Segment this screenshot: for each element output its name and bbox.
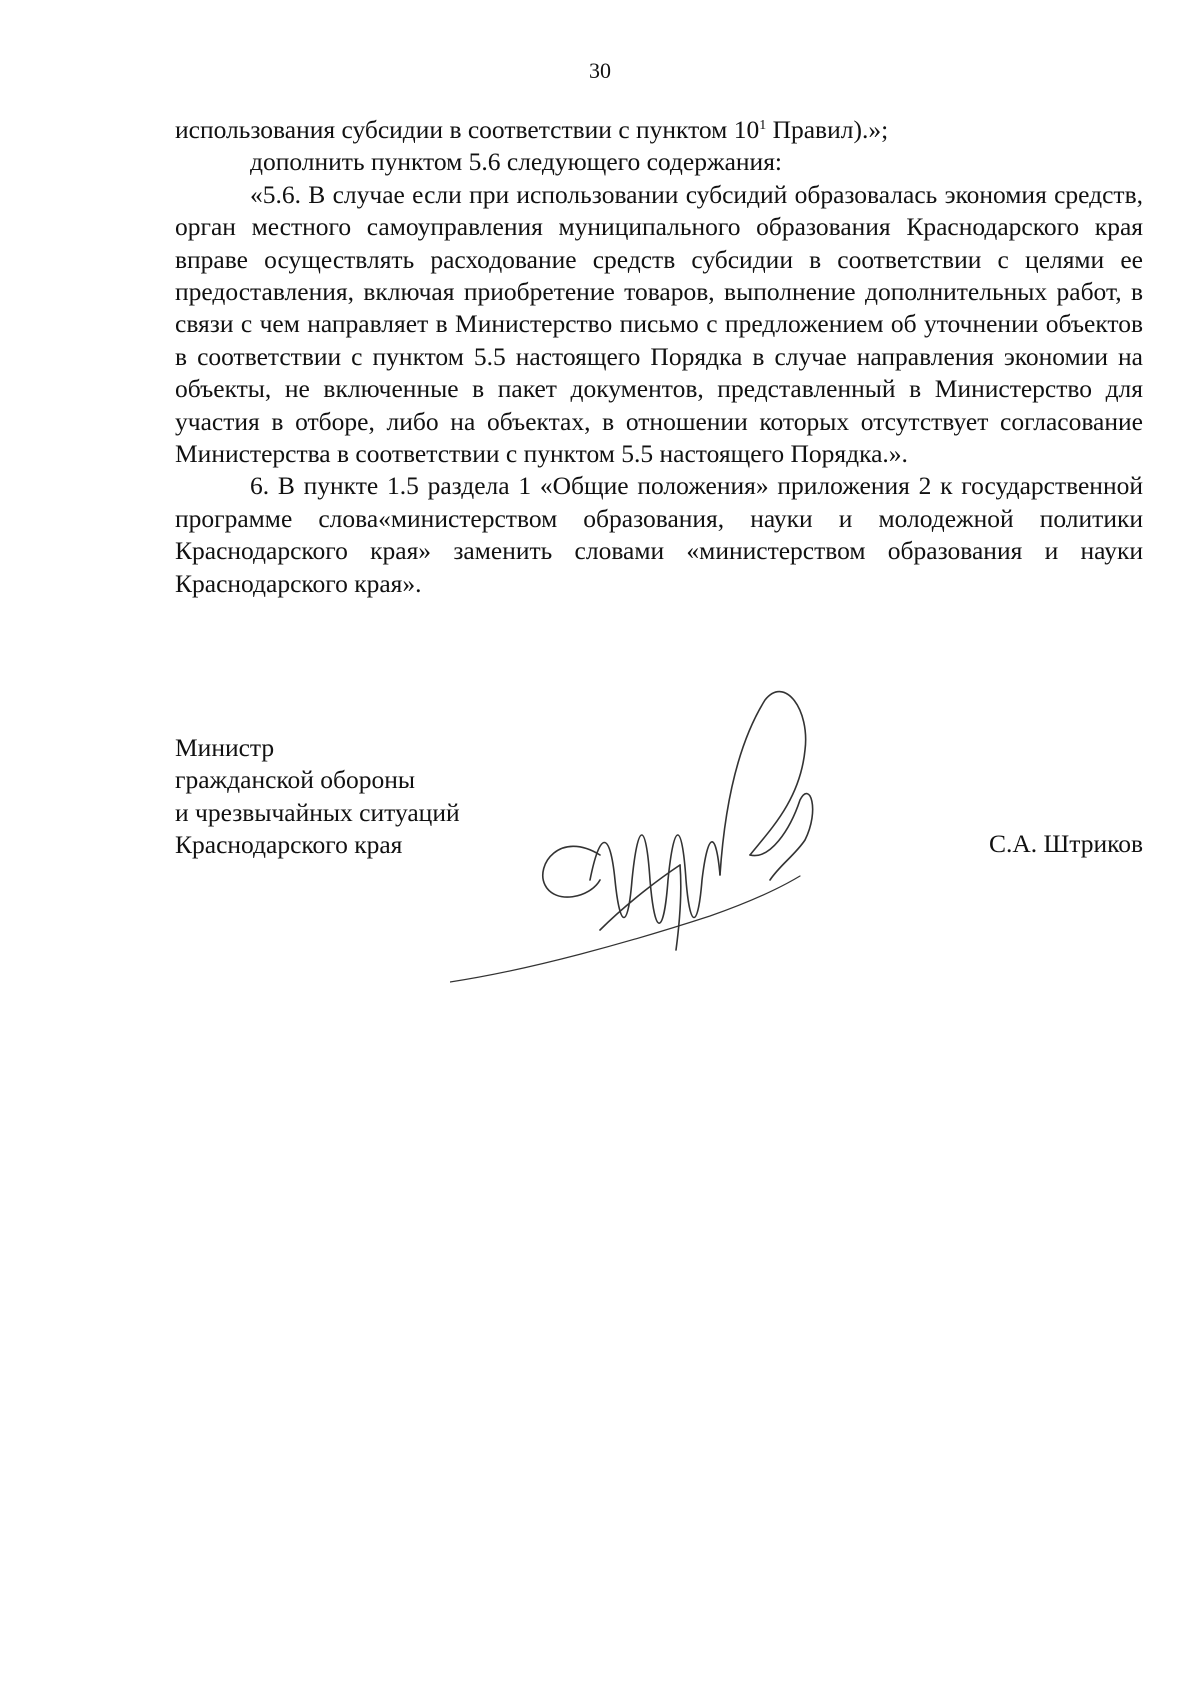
signer-title-line: гражданской обороны [175, 765, 416, 795]
paragraph-item-6: 6. В пункте 1.5 раздела 1 «Общие положения» приложения 2 к государственной программе слова«министерством образования, науки и молодежной политики Краснодарского края» заменить словами «министерством образования и науки Краснодарского края». [175, 471, 1143, 598]
signer-title-line: Министр [175, 733, 275, 762]
signer-name: С.А. Штриков [988, 829, 1143, 858]
paragraph-clause-5-6: «5.6. В случае если при использовании субсидий образовалась экономия средств, орган местного самоуправления муниципального образования Краснодарского края вправе осуществлять расходование средств субсидии в соответствии с целями ее предоставления, включая приобретение товаров, выполнение дополнительных работ, в связи с чем направляет в Министерство письмо с предложением об уточнении объектов в соответствии с пунктом 5.5 настоящего Порядка в случае направления экономии на объекты, не включенные в пакет документов, представленный в Министерство для участия в отборе, либо на объектах, в отношении которых отсутствует согласование Министерства в соответствии с пунктом 5.5 настоящего Порядка.». [175, 179, 1143, 469]
handwritten-signature-icon [450, 680, 910, 1010]
paragraph-continuation [175, 114, 1143, 146]
signer-title-line: и чрезвычайных ситуаций [175, 797, 460, 827]
document-body [175, 114, 1143, 600]
paragraph-amendment-intro: дополнить пунктом 5.6 следующего содержания: [250, 147, 783, 177]
page-number: 30 [589, 58, 611, 83]
superscript: 1 [759, 118, 767, 133]
text-fragment: Правил).»; [766, 115, 889, 144]
text-fragment: использования субсидии в соответствии с пунктом 10 [175, 115, 760, 144]
signer-title-line: Краснодарского края [175, 830, 403, 860]
